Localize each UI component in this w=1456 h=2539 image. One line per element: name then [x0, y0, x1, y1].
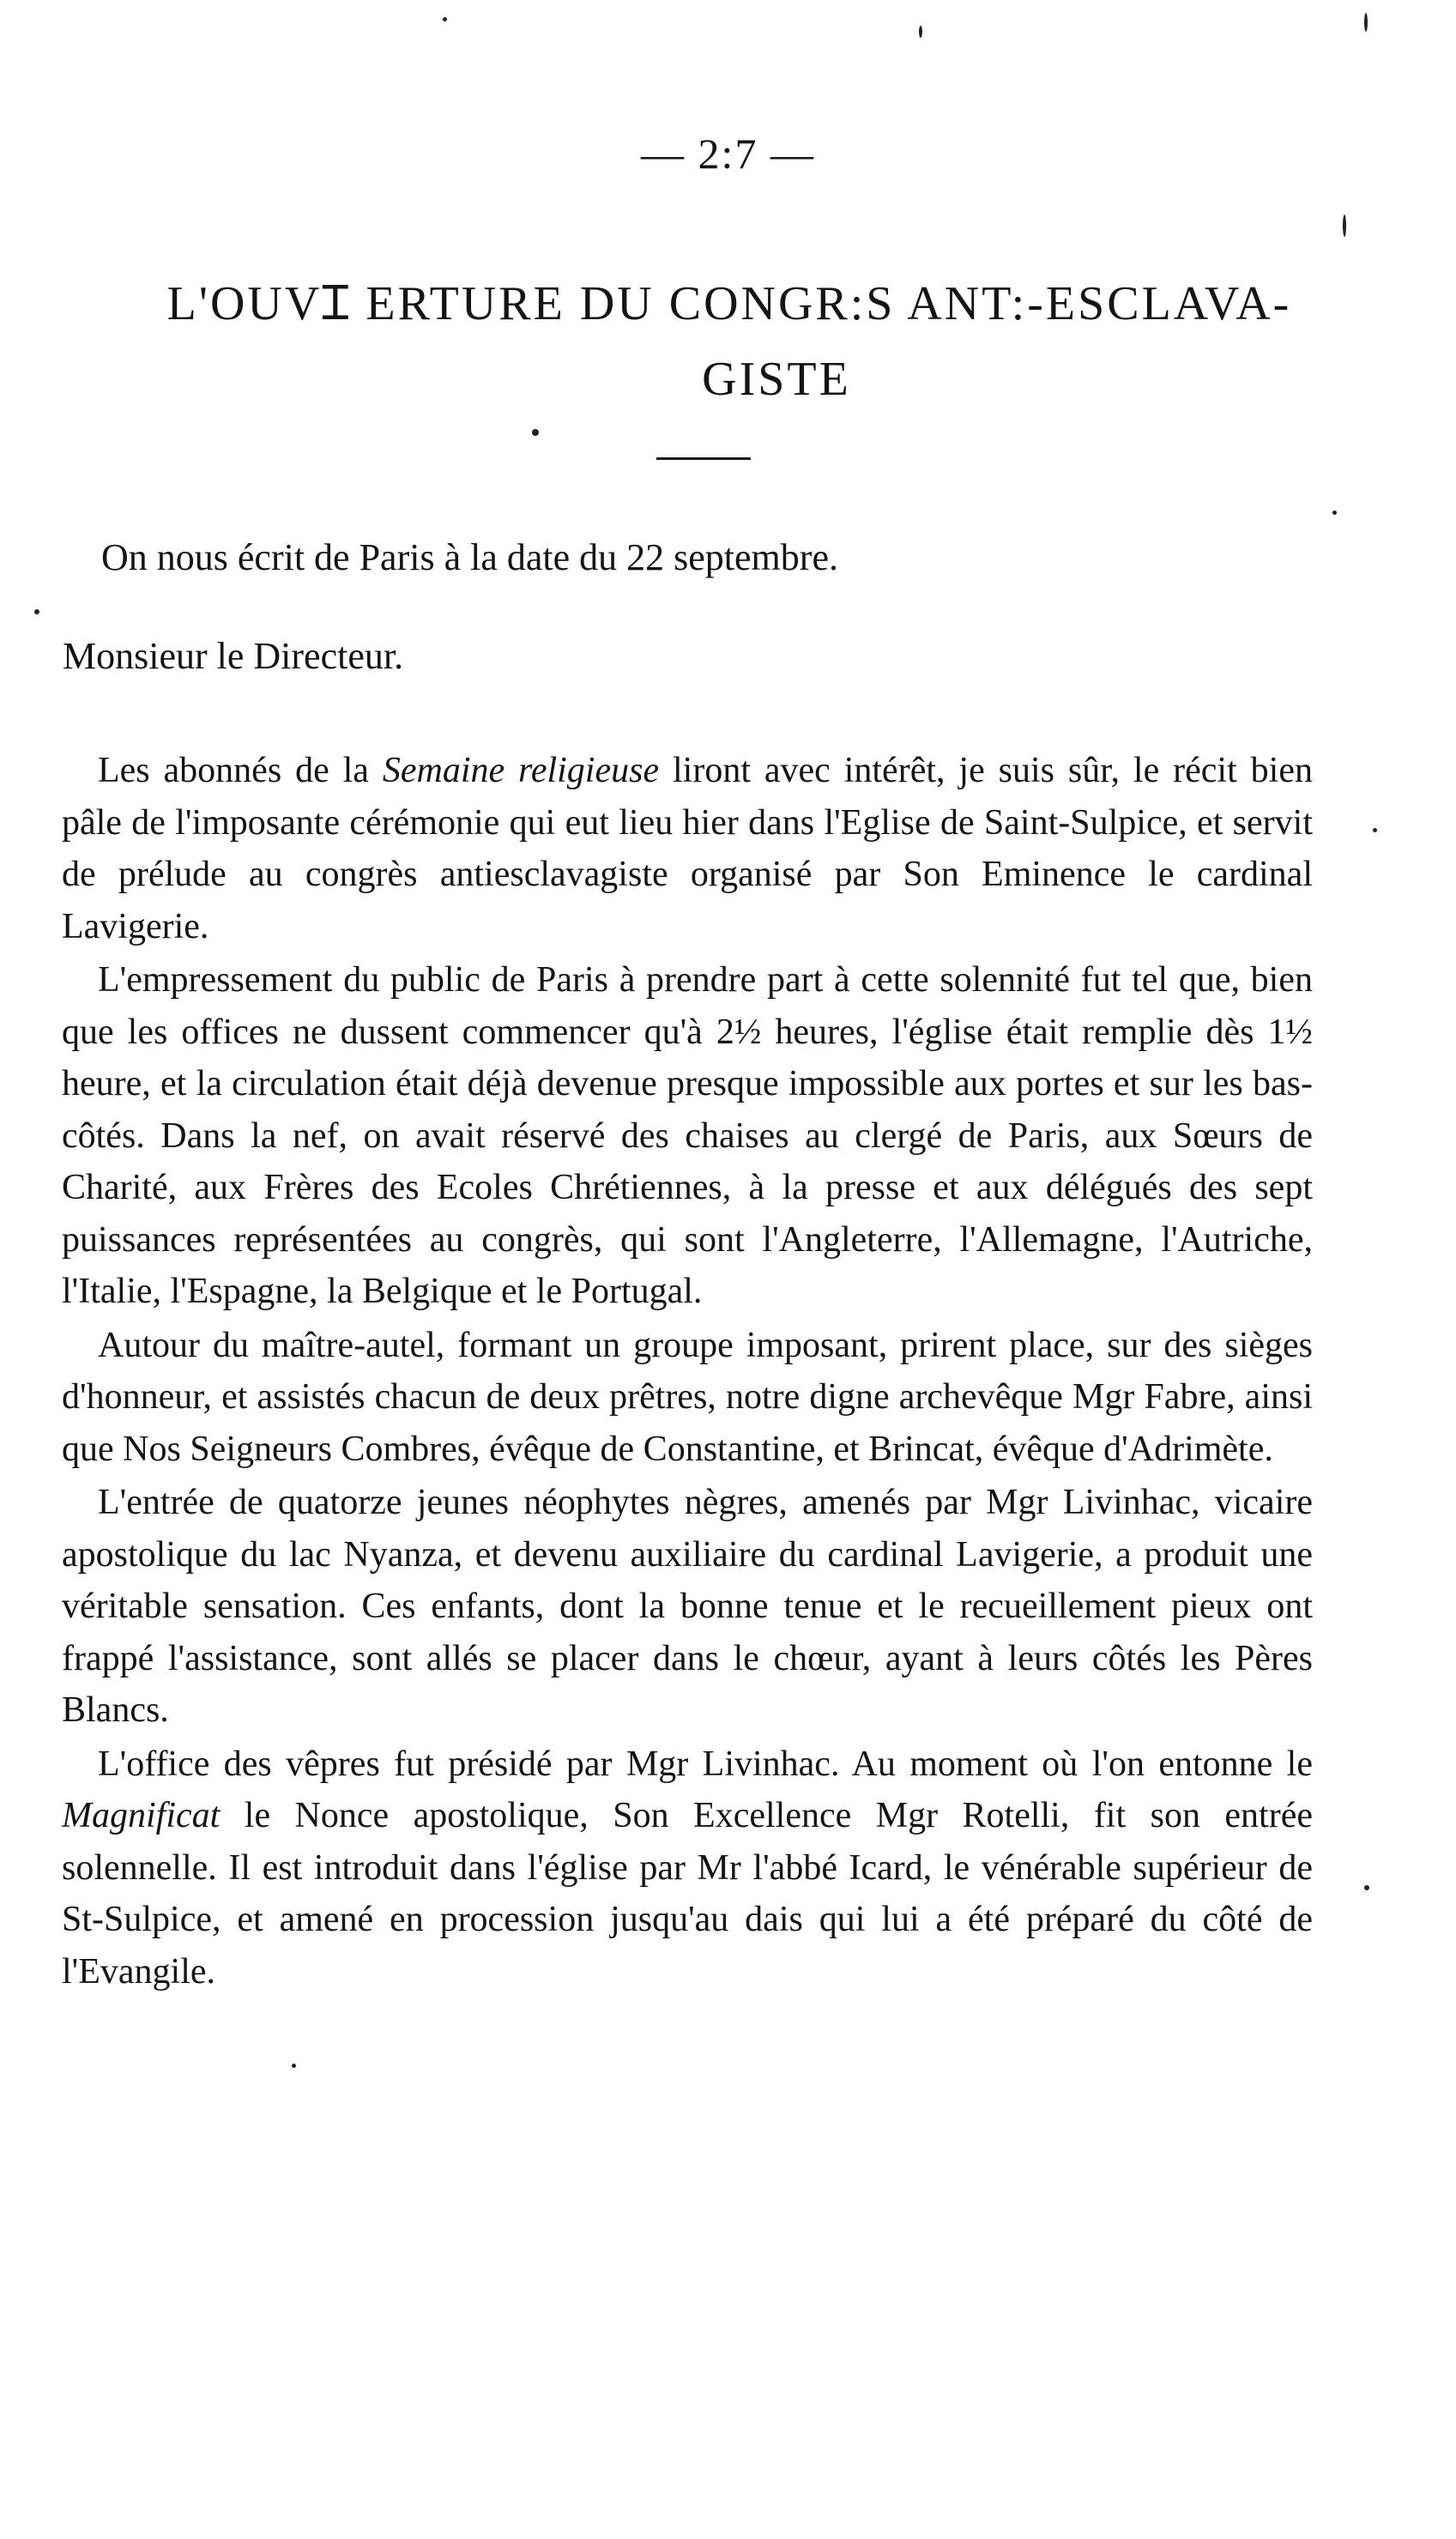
paragraph-4: L'entrée de quatorze jeunes néophytes nègres, amenés par Mgr Livinhac, vicaire apostolique du lac Nyanza, et devenu auxiliaire du cardinal Lavigerie, a produit une véritable sensation. Ces enfants, dont la bonne tenue et le recueillement pieux ont frappé l'assistance, sont allés se placer dans le chœur, ayant à leurs côtés les Pères Blancs. — [62, 1483, 1313, 1730]
scan-speck — [1373, 828, 1377, 832]
scan-speck — [1364, 1885, 1369, 1890]
scan-speck — [34, 609, 39, 614]
paragraph-3: Autour du maître-autel, formant un groupe imposant, prirent place, sur des sièges d'honneur, et assistés chacun de deux prêtres, notre digne archevêque Mgr Fabre, ainsi que Nos Seigneurs Combres, évêque de Constantine, et Brincat, évêque d'Adrimète. — [62, 1325, 1313, 1469]
scan-speck — [292, 2064, 296, 2068]
paragraph-1-rest: liront avec intérêt, je suis sûr, le récit bien pâle de l'imposante cérémonie qui eut lieu hier dans l'Eglise de Saint-Sulpice, et servit de prélude au congrès antiesclavagiste organisé par Son Eminence le cardinal Lavigerie. — [62, 751, 1313, 946]
paragraph-5-lead: L'office des vêpres fut présidé par Mgr Livinhac. Au moment où l'on entonne le — [98, 1744, 1313, 1784]
page-number: — 2:7 — — [641, 130, 815, 178]
article-title-line-1: L'OUVꞮ ERTURE DU CONGR:S ANT:-ESCLAVA- — [166, 277, 1292, 330]
article-title — [86, 266, 1373, 417]
title-divider — [656, 457, 751, 460]
paragraph-2: L'empressement du public de Paris à prendre part à cette solennité fut tel que, bien que les offices ne dussent commencer qu'à 2½ heures, l'église était remplie dès 1½ heure, et la circulation était déjà devenue presque impossible aux portes et sur les bas-côtés. Dans la nef, on avait réservé des chaises au clergé de Paris, aux Sœurs de Charité, aux Frères des Ecoles Chrétiennes, à la presse et aux délégués des sept puissances représentées au congrès, qui sont l'Angleterre, l'Allemagne, l'Autriche, l'Italie, l'Espagne, la Belgique et le Portugal. — [62, 960, 1313, 1311]
paragraph-1 — [62, 745, 1313, 952]
paragraph-5 — [62, 1738, 1313, 1998]
scan-speck — [443, 17, 447, 21]
scan-speck — [1332, 511, 1337, 515]
article-body — [62, 745, 1313, 1998]
hymn-title: Magnificat — [62, 1796, 221, 1835]
publication-title: Semaine religieuse — [382, 751, 660, 790]
salutation: Monsieur le Directeur. — [63, 635, 404, 677]
scan-speck — [1343, 215, 1346, 237]
dateline: On nous écrit de Paris à la date du 22 septembre. — [101, 536, 838, 578]
scan-speck — [919, 26, 922, 38]
paragraph-1-lead: Les abonnés de la — [98, 751, 383, 790]
scan-speck — [1364, 13, 1368, 32]
article-title-line-2: GISTE — [702, 353, 851, 406]
paragraph-5-rest: le Nonce apostolique, Son Excellence Mgr Rotelli, fit son entrée solennelle. Il est introduit dans l'église par Mr l'abbé Icard, le vénérable supérieur de St-Sulpice, et amené en procession jusqu'au dais qui lui a été préparé du côté de l'Evangile. — [62, 1796, 1313, 1992]
scan-speck — [532, 429, 539, 436]
